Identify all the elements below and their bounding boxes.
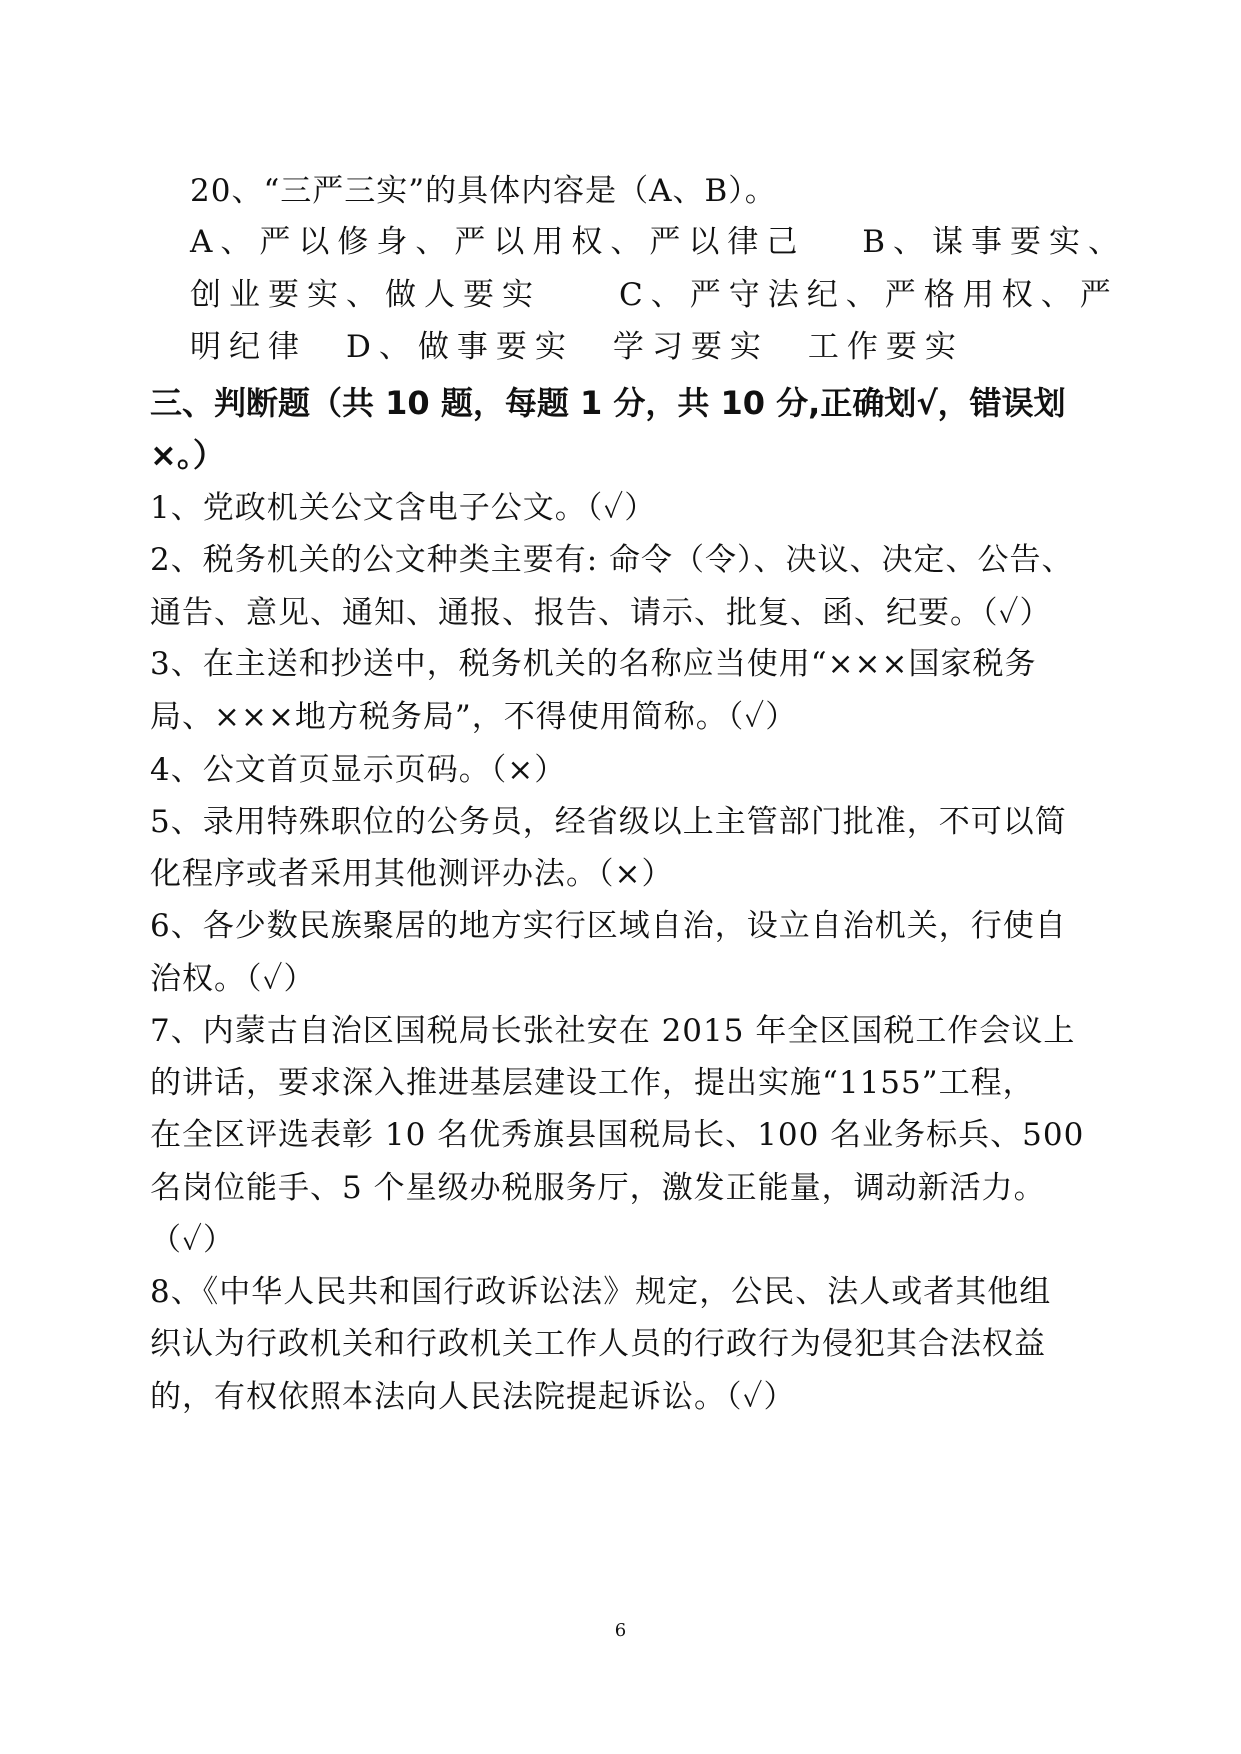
q20-option-line: A、严以修身、严以用权、严以律己 B、谋事要实、 <box>190 224 1128 260</box>
question-line: 4、公文首页显示页码。（×） <box>150 752 567 788</box>
question-line: 名岗位能手、5 个星级办税服务厅，激发正能量，调动新活力。 <box>150 1170 1046 1206</box>
question-line: 治权。（✓） <box>150 961 316 997</box>
question-line: 的讲话，要求深入推进基层建设工作，提出实施“1155”工程， <box>150 1065 1035 1101</box>
question-line: 2、税务机关的公文种类主要有: 命令（令）、决议、决定、公告、 <box>150 542 1074 578</box>
question-line: 织认为行政机关和行政机关工作人员的行政行为侵犯其合法权益 <box>150 1326 1046 1362</box>
question-line: 的，有权依照本法向人民法院提起诉讼。（✓） <box>150 1379 796 1415</box>
q20-option-line: 创业要实、做人要实 C、严守法纪、严格用权、严 <box>190 277 1119 313</box>
q20-option-line: 明纪律 D、做事要实 学习要实 工作要实 <box>190 329 964 365</box>
question-line: 化程序或者采用其他测评办法。（×） <box>150 856 674 892</box>
question-line: 通告、意见、通知、通报、报告、请示、批复、函、纪要。（✓） <box>150 595 1052 631</box>
question-line: 在全区评选表彰 10 名优秀旗县国税局长、100 名业务标兵、500 <box>150 1117 1085 1153</box>
question-line: 1、党政机关公文含电子公文。（✓） <box>150 490 657 526</box>
section-heading: ×。） <box>150 436 225 474</box>
question-line: 3、在主送和抄送中，税务机关的名称应当使用“×××国家税务 <box>150 646 1037 682</box>
question-line: （✓） <box>150 1222 235 1258</box>
question-line: 6、各少数民族聚居的地方实行区域自治，设立自治机关，行使自 <box>150 908 1067 944</box>
section-heading: 三、判断题（共 10 题，每题 1 分，共 10 分,正确划√，错误划 <box>150 384 1066 422</box>
question-line: 7、内蒙古自治区国税局长张社安在 2015 年全区国税工作会议上 <box>150 1013 1076 1049</box>
question-line: 5、录用特殊职位的公务员，经省级以上主管部门批准，不可以简 <box>150 804 1067 840</box>
page-number: 6 <box>614 1620 627 1641</box>
question-line: 局、×××地方税务局”，不得使用简称。（✓） <box>150 699 798 735</box>
q20-stem: 20、“三严三实”的具体内容是（A、B）。 <box>190 173 777 209</box>
question-line: 8、《中华人民共和国行政诉讼法》规定，公民、法人或者其他组 <box>150 1274 1052 1310</box>
